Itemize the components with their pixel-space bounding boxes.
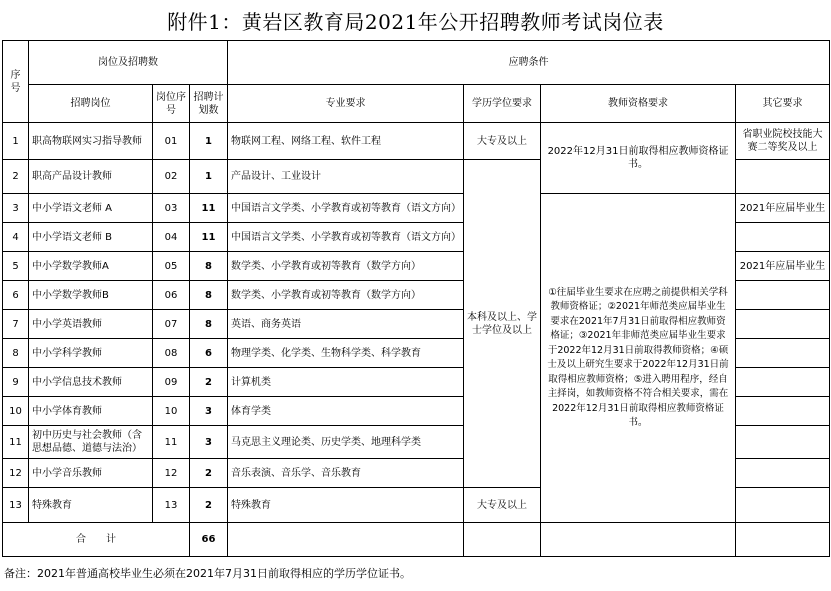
row-seq: 3	[3, 194, 29, 223]
row-major: 中国语言文学类、小学教育或初等教育（语文方向）	[228, 194, 464, 223]
row-seq: 13	[3, 488, 29, 523]
row-position-no: 02	[153, 160, 190, 194]
row-position: 中小学英语教师	[29, 310, 153, 339]
teacher-cert-req-rows-1-2: 2022年12月31日前取得相应教师资格证书。	[541, 123, 736, 194]
row-position-no: 08	[153, 339, 190, 368]
row-other	[736, 310, 830, 339]
row-position-no: 04	[153, 223, 190, 252]
row-position-no: 03	[153, 194, 190, 223]
positions-table	[2, 40, 830, 557]
row-major: 马克思主义理论类、历史学类、地理科学类	[228, 426, 464, 459]
degree-req-row-1: 大专及以上	[464, 123, 541, 160]
row-position: 中小学信息技术教师	[29, 368, 153, 397]
row-position: 中小学数学教师B	[29, 281, 153, 310]
row-position: 中小学语文老师 A	[29, 194, 153, 223]
row-position: 中小学音乐教师	[29, 459, 153, 488]
row-other	[736, 459, 830, 488]
row-major: 音乐表演、音乐学、音乐教育	[228, 459, 464, 488]
row-major: 英语、商务英语	[228, 310, 464, 339]
row-position-no: 12	[153, 459, 190, 488]
row-seq: 4	[3, 223, 29, 252]
row-seq: 12	[3, 459, 29, 488]
row-plan: 3	[190, 397, 228, 426]
row-seq: 9	[3, 368, 29, 397]
row-other	[736, 223, 830, 252]
table-row	[3, 123, 830, 160]
row-other	[736, 397, 830, 426]
header-plan: 招聘计划数	[190, 85, 228, 123]
row-plan: 3	[190, 426, 228, 459]
total-row	[3, 523, 830, 557]
row-position: 中小学语文老师 B	[29, 223, 153, 252]
row-other	[736, 426, 830, 459]
header-major: 专业要求	[228, 85, 464, 123]
row-major: 数学类、小学教育或初等教育（数学方向）	[228, 281, 464, 310]
row-position-no: 05	[153, 252, 190, 281]
row-major: 中国语言文学类、小学教育或初等教育（语文方向）	[228, 223, 464, 252]
row-plan: 2	[190, 459, 228, 488]
row-seq: 6	[3, 281, 29, 310]
row-other	[736, 488, 830, 523]
row-position: 初中历史与社会教师（含思想品德、道德与法治）	[29, 426, 153, 459]
header-other: 其它要求	[736, 85, 830, 123]
header-position: 招聘岗位	[29, 85, 153, 123]
table-row	[3, 194, 830, 223]
row-position-no: 13	[153, 488, 190, 523]
row-position: 职高产品设计教师	[29, 160, 153, 194]
row-major: 计算机类	[228, 368, 464, 397]
row-other	[736, 368, 830, 397]
row-plan: 8	[190, 252, 228, 281]
row-seq: 11	[3, 426, 29, 459]
header-seq: 序号	[3, 41, 29, 123]
row-position-no: 06	[153, 281, 190, 310]
footnote: 备注：2021年普通高校毕业生必须在2021年7月31日前取得相应的学历学位证书。	[4, 567, 411, 580]
row-major: 数学类、小学教育或初等教育（数学方向）	[228, 252, 464, 281]
row-plan: 2	[190, 488, 228, 523]
row-position: 特殊教育	[29, 488, 153, 523]
row-other: 2021年应届毕业生	[736, 252, 830, 281]
row-position-no: 10	[153, 397, 190, 426]
row-other	[736, 281, 830, 310]
row-seq: 2	[3, 160, 29, 194]
header-position-no: 岗位序号	[153, 85, 190, 123]
degree-req-row-13: 大专及以上	[464, 488, 541, 523]
page-title: 附件1：黄岩区教育局2021年公开招聘教师考试岗位表	[167, 10, 664, 34]
row-other: 省职业院校技能大赛二等奖及以上	[736, 123, 830, 160]
total-label: 合 计	[3, 523, 190, 557]
row-major: 物联网工程、网络工程、软件工程	[228, 123, 464, 160]
row-plan: 2	[190, 368, 228, 397]
header-teacher-cert: 教师资格要求	[541, 85, 736, 123]
row-position-no: 11	[153, 426, 190, 459]
row-major: 特殊教育	[228, 488, 464, 523]
row-position-no: 01	[153, 123, 190, 160]
row-plan: 1	[190, 123, 228, 160]
row-plan: 8	[190, 281, 228, 310]
total-value: 66	[190, 523, 228, 557]
header-group-position: 岗位及招聘数	[29, 41, 228, 85]
row-seq: 5	[3, 252, 29, 281]
row-other	[736, 160, 830, 194]
row-seq: 10	[3, 397, 29, 426]
row-other	[736, 339, 830, 368]
row-plan: 8	[190, 310, 228, 339]
teacher-cert-req-rows-3-13: ①往届毕业生要求在应聘之前提供相关学科教师资格证；②2021年师范类应届毕业生要求在2021年7月31日前取得相应教师资格证；③2021年非师范类应届毕业生要求于2022年12月31日前取得教师资格；④硕士及以上研究生要求于2022年12月31日前取得相应教师资格；⑤进入聘用程序，经自主择岗，如教师资格不符合相关要求，需在2022年12月31日前取得相应教师资格证书。	[541, 194, 736, 523]
row-major: 体育学类	[228, 397, 464, 426]
row-seq: 8	[3, 339, 29, 368]
row-major: 产品设计、工业设计	[228, 160, 464, 194]
row-position: 中小学体育教师	[29, 397, 153, 426]
row-plan: 1	[190, 160, 228, 194]
row-seq: 7	[3, 310, 29, 339]
row-position-no: 07	[153, 310, 190, 339]
header-group-conditions: 应聘条件	[228, 41, 830, 85]
row-plan: 11	[190, 223, 228, 252]
row-other: 2021年应届毕业生	[736, 194, 830, 223]
row-plan: 11	[190, 194, 228, 223]
row-position-no: 09	[153, 368, 190, 397]
degree-req-rows-2-12: 本科及以上、学士学位及以上	[464, 160, 541, 488]
row-seq: 1	[3, 123, 29, 160]
row-major: 物理学类、化学类、生物科学类、科学教育	[228, 339, 464, 368]
row-position: 职高物联网实习指导教师	[29, 123, 153, 160]
row-plan: 6	[190, 339, 228, 368]
row-position: 中小学数学教师A	[29, 252, 153, 281]
header-degree: 学历学位要求	[464, 85, 541, 123]
row-position: 中小学科学教师	[29, 339, 153, 368]
